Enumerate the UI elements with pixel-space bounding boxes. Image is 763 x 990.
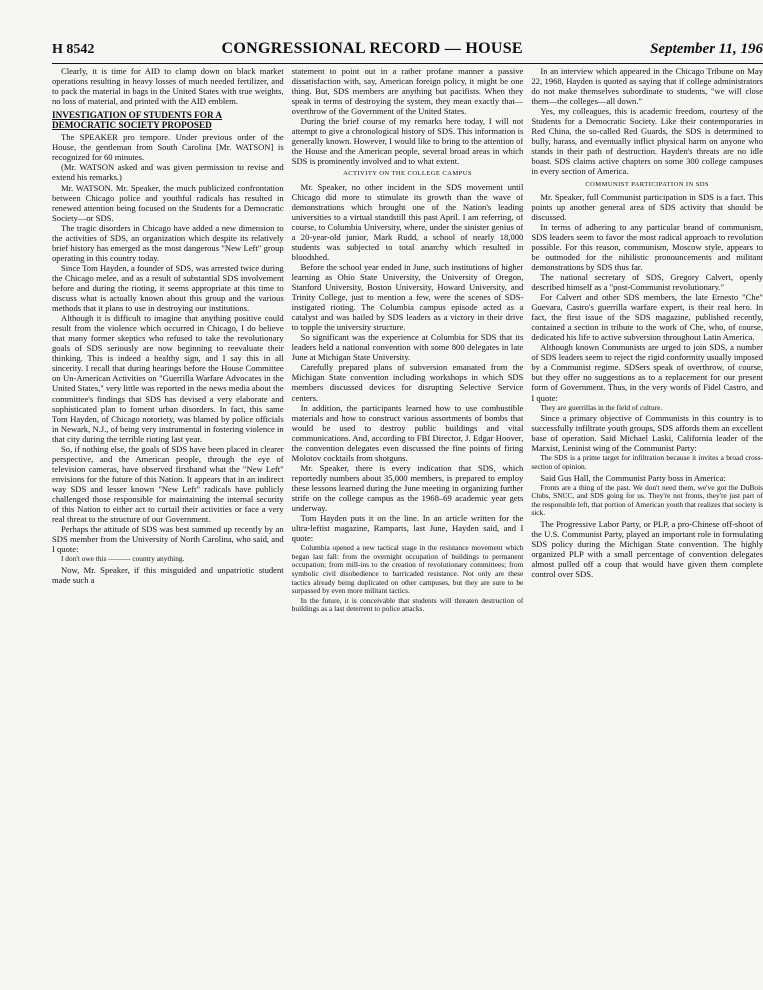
subsection-heading: COMMUNIST PARTICIPATION IN SDS [585, 180, 710, 188]
paragraph: In an interview which appeared in the Chicago Tribune on May 22, 1968, Hayden is quoted as saying that if college administrators do not make themselves subordinate to students, "we will close them—the colleges—all down." [531, 66, 763, 107]
column-3 [531, 66, 763, 980]
paragraph: Before the school year ended in June, such institutions of higher learning as Ohio State University, the University of Oregon, Stanford University, Boston University, Howard University, and Trinity College, just to mention a few, were the scenes of SDS-instigated rioting. The Columbia campus episode acted as a catalyst and was hailed by SDS leaders as a victory in their drive to topple the university structure. [291, 261, 524, 333]
paragraph: Carefully prepared plans of subversion emanated from the Michigan State convention including workshops in which SDS members discussed devices for disrupting Selective Service centers. [291, 362, 524, 403]
paragraph: Although known Communists are urged to join SDS, a number of SDS leaders seem to reject the rigid conformity usually imposed by a Communist regime. SDSers speak of overthrow, of course, but they offer no suggestions as to a replacement for our present form of Government. Thus, in the very words of Fidel Castro, and I quote: [531, 342, 763, 403]
paragraph: Tom Hayden puts it on the line. In an article written for the ultra-leftist magazine, Ramparts, last June, Hayden said, and I quote: [291, 513, 524, 544]
subsection-heading: ACTIVITY ON THE COLLEGE CAMPUS [343, 170, 472, 178]
paragraph: Now, Mr. Speaker, if this misguided and unpatriotic student made such a [52, 564, 284, 585]
block-quote: Fronts are a thing of the past. We don't need them, we've got the DuBois Clubs, SNCC, and SDS going for us. They're not fronts, they're just part of the responsible left, that portion of American youth that realizes that society is sick. [531, 482, 763, 518]
paragraph: Yes, my colleagues, this is academic freedom, courtesy of the Students for a Democratic Society. Like their contemporaries in Red China, the so-called Red Guards, the SDS is determined to bully, harass, and eventually inflict physical harm on anyone who stands in their path of destruction. Hayden's threats are no idle boast. SDS claims active chapters on some 300 college campuses in every section of America. [531, 106, 763, 177]
paragraph: Mr. Speaker, no other incident in the SDS movement until Chicago did more to stimulate its growth than the wave of demonstrations which brought one of the Nation's leading universities to a virtual standstill this past April. I am referring, of course, to Columbia University, where, under the sinister genius of a 20-year-old junior, Mark Rudd, a school of nearly 18,000 students was subjected to total anarchy which resulted in bloodshed. [291, 181, 524, 262]
publication-date: September 11, 196 [650, 41, 763, 57]
page-number: H 8542 [52, 42, 95, 57]
paragraph: So significant was the experience at Columbia for SDS that its leaders held a national convention with some 800 delegates in late June at Michigan State University. [291, 332, 524, 363]
block-quote: The SDS is a prime target for infiltration because it invites a broad cross-section of opinion. [531, 453, 763, 471]
paragraph: Mr. WATSON. Mr. Speaker, the much publicized confrontation between Chicago police and youthful radicals has resulted in renewed attention being focused on the Students for a Democratic Society—or SDS. [52, 182, 284, 223]
block-quote: They are guerrillas in the field of culture. [540, 402, 663, 412]
paragraph: In terms of adhering to any particular brand of communism, SDS leaders seem to favor the most radical approach to revolution possible. For this reason, communism, Moscow style, appears to be outmoded for the nihilistic pronouncements and militant demonstrations by SDS thus far. [531, 221, 763, 272]
paragraph: Although it is difficult to imagine that anything positive could result from the violence which occurred in Chicago, I do believe that many former skeptics who refused to take the revolutionary goals of SDS seriously are now beginning to reevaluate their thinking. This is indeed a healthy sign, and I say this in all sincerity. I recall that during hearings before the House Committee on Un-American Activities on "Guerrilla Warfare Advocates in the United States," very little was reported in the news media about the committee's findings that SDS has devised a very elaborate and sophisticated plan to foment urban disorders. In fact, this same Tom Hayden, of Chicago notoriety, was blamed by police officials in Newark, N.J., of being very instrumental in fostering violence in that city during the terrible rioting last year. [52, 313, 284, 444]
column-1 [52, 66, 284, 980]
paragraph: During the brief course of my remarks here today, I will not attempt to give a chronological history of SDS. This information is generally known. However, I would like to bring to the attention of the House and the American people, several broad areas in which SDS is prominently involved and to what extent. [291, 116, 524, 167]
block-quote: I don't owe this ——— country anything. [61, 554, 185, 564]
paragraph: The national secretary of SDS, Gregory Calvert, openly described himself as a "post-Communist revolutionary." [531, 271, 763, 292]
paragraph: The SPEAKER pro tempore. Under previous order of the House, the gentleman from South Carolina [Mr. WATSON] is recognized for 60 minutes. [52, 132, 284, 163]
paragraph: Since a primary objective of Communists in this country is to successfully infiltrate youth groups, SDS affords them an excellent base of operation. Said Michael Laski, California leader of the Marxist, Leninist wing of the Communist Party: [531, 413, 763, 454]
paragraph: (Mr. WATSON asked and was given permission to revise and extend his remarks.) [52, 162, 284, 183]
paragraph: Since Tom Hayden, a founder of SDS, was arrested twice during the Chicago melee, and as a result of substantial SDS involvement before and during the rioting, it seems appropriate at this time to discuss what is actually known about this group and the various methods that it plans to use in destroying our institutions. [52, 262, 284, 314]
block-quote: Columbia opened a new tactical stage in the resistance movement which began last fall: from the overnight occupation of buildings to permanent occupation; from mill-ins to the creation of revolutionary committees; from symbolic civil disobedience to barricaded resistance. Not only are these tactics already being duplicated on other campuses, but they are sure to be surpassed by even more militant tactics. [291, 543, 524, 596]
publication-title: CONGRESSIONAL RECORD — HOUSE [221, 40, 523, 57]
paragraph: Clearly, it is time for AID to clamp down on black market operations resulting in heavy losses of much needed fertilizer, and to pack the material in bags in the United States with true weights, no loss of material, and printed with the AID emblem. [52, 66, 284, 107]
block-quote: In the future, it is conceivable that students will threaten destruction of buildings as a last deterrent to police attacks. [291, 595, 524, 614]
section-heading: INVESTIGATION OF STUDENTS FOR A DEMOCRATIC SOCIETY PROPOSED [52, 110, 223, 131]
paragraph: Mr. Speaker, there is every indication that SDS, which reportedly numbers about 35,000 members, is prepared to employ these lessons learned during the June meeting in organizing further strife on the college campus as the 1968–69 academic year gets underway. [291, 462, 524, 514]
paragraph: statement to point out in a rather profane manner a passive dissatisfaction with, say, American foreign policy, it might be one thing. But, SDS members are anything but pacifists. When they speak in terms of destroying the system, they mean exactly that—overthrow of the Government of the United States. [291, 66, 524, 117]
paragraph: Said Gus Hall, the Communist Party boss in America: [540, 472, 726, 483]
paragraph: The Progressive Labor Party, or PLP, a pro-Chinese off-shoot of the U.S. Communist Party, played an important role in formulating SDS policy during the Michigan State convention. The highly organized PLP with a small percentage of convention delegates almost pulled off a coup that would have given them complete control over SDS. [531, 518, 763, 580]
paragraph: For Calvert and other SDS members, the late Ernesto "Che" Guevara, Castro's guerrilla warfare expert, is their real hero. In fact, the first issue of the SDS magazine, published recently, contained a section in tribute to the work of Che, who, of course, dedicated his life to active subversion throughout Latin America. [531, 292, 763, 343]
paragraph: The tragic disorders in Chicago have added a new dimension to the activities of SDS, an organization which despite its relatively brief history has emerged as the most dangerous "New Left" group operating in this country today. [52, 222, 284, 263]
paragraph: Perhaps the attitude of SDS was best summed up recently by an SDS member from the University of North Carolina, who said, and I quote: [52, 524, 284, 555]
paragraph: In addition, the participants learned how to use combustible materials and how to construct various assortments of bombs that would be used to destroy public buildings and vital communications. And, according to FBI Director, J. Edgar Hoover, the convention delegates even discussed the fine points of firing Molotov cocktails from shotguns. [291, 402, 524, 463]
text-columns [52, 66, 763, 980]
paragraph: Mr. Speaker, full Communist participation in SDS is a fact. This points up another general area of SDS activity that should be discussed. [531, 191, 763, 222]
page-header [52, 40, 763, 64]
paragraph: So, if nothing else, the goals of SDS have been placed in clearer perspective, and the American people, through the eye of television cameras, have observed firsthand what the "New Left" envisions for the future of this Nation. It appears that in an indirect way SDS and lesser known "New Left" radicals have publicly challenged those responsible for maintaining the internal security of this Nation to either act to curtail their activities or face a very real threat to the structure of our Government. [52, 443, 284, 525]
column-2 [292, 66, 524, 980]
